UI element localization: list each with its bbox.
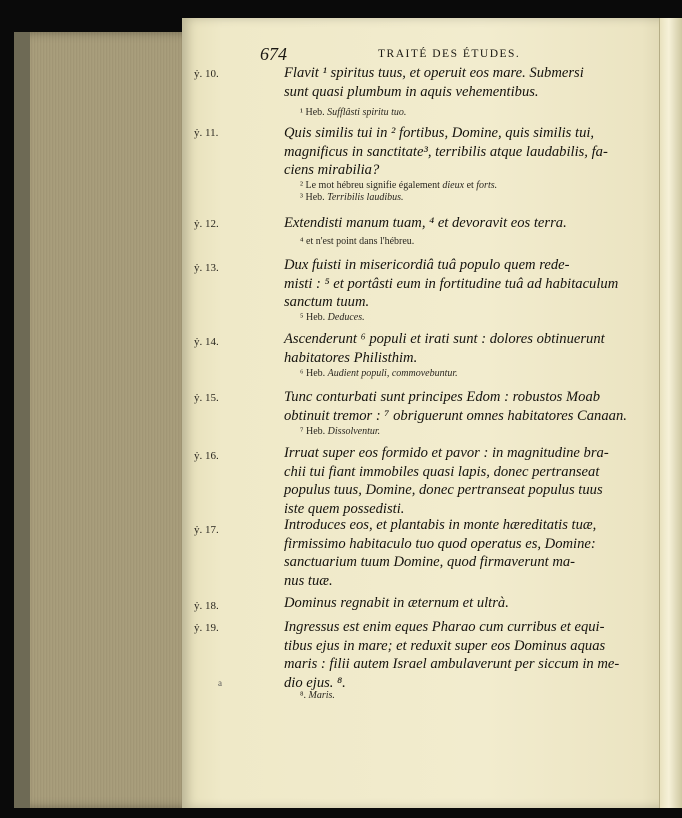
verse-line: chii tui fiant immobiles quasi lapis, donec pertranseat	[284, 463, 600, 480]
verse-line: Quis similis tui in ² fortibus, Domine, quis similis tui,	[284, 125, 595, 141]
footnote	[300, 180, 630, 192]
footnote-number: ¹	[300, 107, 303, 118]
verse-text	[284, 64, 632, 101]
verse-line: Extendisti manum tuam, ⁴ et devoravit eos terra.	[284, 215, 567, 231]
footnote	[300, 368, 630, 380]
footnote-text: Le mot hébreu signifie également	[305, 180, 440, 191]
verse-line: tibus ejus in mare; et reduxit super eos Dominus aquas	[284, 637, 606, 654]
verse-line: Dux fuisti in misericordiâ tuâ populo quem rede-	[284, 257, 570, 273]
footnote-number: ²	[300, 180, 303, 191]
verse-line: sanctum tuum.	[284, 294, 370, 310]
verse-marker: ẏ. 16.	[194, 450, 219, 462]
verse-line: Ascenderunt ⁶ populi et irati sunt : dolores obtinuerunt	[284, 331, 605, 347]
verse-line: sunt quasi plumbum in aquis vehementibus.	[284, 83, 539, 100]
verse-line: ciens mirabilia?	[284, 162, 380, 178]
verse-line: Ingressus est enim eques Pharao cum curribus et equi-	[284, 619, 605, 635]
footnote-number: ⁸.	[300, 690, 306, 701]
verse-line: magnificus in sanctitate³, terribilis atque laudabilis, fa-	[284, 143, 608, 160]
verse-line: sanctuarium tuum Domine, quod firmaverunt ma-	[284, 554, 576, 570]
verse-marker: ẏ. 18.	[194, 600, 219, 612]
footnote-text: Deduces.	[327, 312, 365, 323]
footnote-text: Terribilis laudibus.	[327, 192, 404, 203]
verse-text	[284, 256, 632, 312]
verse-text	[284, 388, 632, 425]
footnote-number: ⁷	[300, 426, 304, 437]
footnote	[300, 192, 630, 204]
page	[182, 18, 682, 808]
footnote	[300, 312, 630, 324]
footnote-number: ⁶	[300, 368, 304, 379]
footnote-lead: Heb.	[306, 312, 326, 323]
verse-line: Irruat super eos formido et pavor : in magnitudine bra-	[284, 445, 609, 461]
verse-text	[284, 124, 632, 180]
verse-line: Tunc conturbati sunt principes Edom : robustos Moab	[284, 389, 601, 405]
verse-marker: ẏ. 14.	[194, 336, 219, 348]
book	[14, 18, 682, 808]
footnote-text: Sufflâsti spiritu tuo.	[327, 107, 407, 118]
footnote	[300, 107, 630, 119]
verse-text	[284, 214, 632, 233]
footnote-lead: Heb.	[305, 192, 325, 203]
verse-text	[284, 330, 632, 367]
page-edges	[14, 32, 198, 808]
page-number: 674	[260, 44, 287, 64]
verse-text	[284, 618, 632, 692]
verse-line: misti : ⁵ et portâsti eum in fortitudine tuâ ad habitaculum	[284, 275, 619, 292]
footnote-lead: Heb.	[306, 426, 326, 437]
footnote-text: Maris.	[308, 690, 335, 701]
verse-line: maris : filii autem Israel ambulaverunt per siccum in me-	[284, 656, 620, 672]
footnote	[300, 236, 630, 248]
page-content	[182, 18, 682, 808]
verse-line: iste quem possedisti.	[284, 500, 405, 517]
footnote-text: Audient populi, commovebuntur.	[327, 368, 458, 379]
verse-line: nus tuæ.	[284, 572, 333, 589]
verse-line: firmissimo habitaculo tuo quod operatus es, Domine:	[284, 535, 596, 552]
verse-marker: ẏ. 13.	[194, 262, 219, 274]
footnote-text: Dissolventur.	[327, 426, 381, 437]
footnote-italic: forts.	[476, 180, 498, 191]
verse-line: Flavit ¹ spiritus tuus, et operuit eos mare. Submersi	[284, 65, 584, 81]
footnote-number: ⁵	[300, 312, 304, 323]
verse-line: habitatores Philisthim.	[284, 349, 418, 366]
running-title: TRAITÉ DES ÉTUDES.	[378, 48, 521, 60]
verse-line: dio ejus. ⁸.	[284, 674, 346, 691]
footnote-italic: dieux	[442, 180, 465, 191]
footnote-lead: Heb.	[305, 107, 325, 118]
verse-marker: ẏ. 17.	[194, 524, 219, 536]
footnote-text: et	[466, 180, 474, 191]
verse-line: Dominus regnabit in æternum et ultrà.	[284, 595, 509, 611]
footnote-number: ⁴	[300, 236, 304, 247]
footnote-number: ³	[300, 192, 303, 203]
verse-marker: ẏ. 15.	[194, 392, 219, 404]
verse-marker: ẏ. 12.	[194, 218, 219, 230]
verse-text	[284, 594, 632, 613]
footnote	[300, 426, 630, 438]
verse-marker: ẏ. 19.	[194, 622, 219, 634]
footnote-lead: Heb.	[306, 368, 326, 379]
verse-line: Introduces eos, et plantabis in monte hæreditatis tuæ,	[284, 517, 597, 533]
verse-text	[284, 444, 632, 518]
verse-marker: ẏ. 10.	[194, 68, 219, 80]
verse-text	[284, 516, 632, 590]
footnote	[300, 690, 630, 702]
verse-marker: ẏ. 11.	[194, 127, 219, 139]
verse-line: obtinuit tremor : ⁷ obriguerunt omnes habitatores Canaan.	[284, 407, 627, 424]
stray-mark: a	[218, 678, 222, 688]
verse-line: populus tuus, Domine, donec pertranseat populus tuus	[284, 482, 603, 498]
footnote-text: et n'est point dans l'hébreu.	[306, 236, 415, 247]
